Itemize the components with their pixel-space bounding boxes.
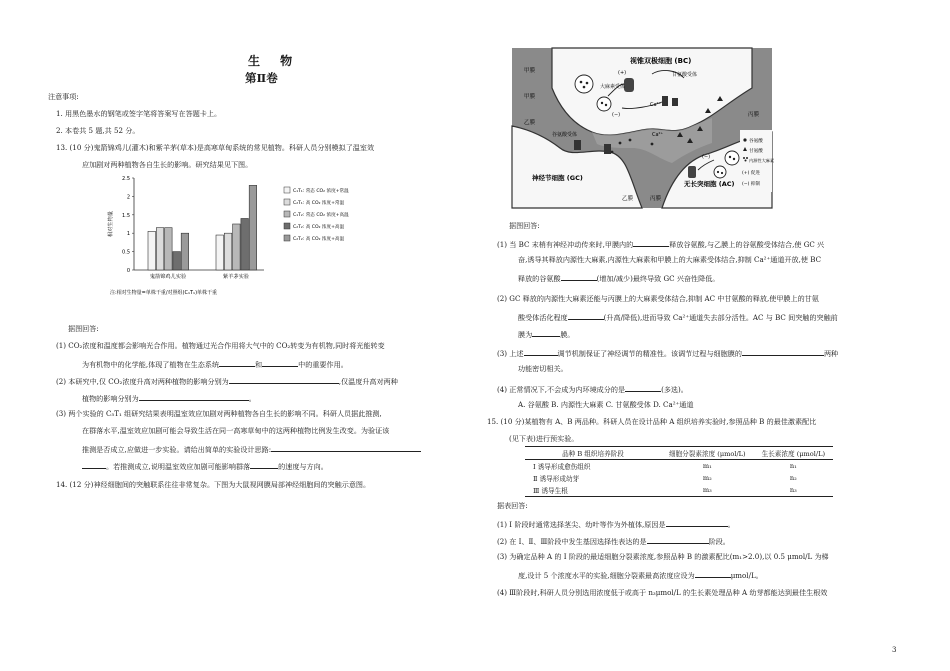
svg-text:大麻素受体: 大麻素受体 (600, 84, 626, 90)
note-item-2: 2. 本卷共 5 题,共 52 分。 (56, 126, 140, 135)
svg-text:丙膜: 丙膜 (748, 112, 760, 118)
q14-s3b: 功能密切相关。 (518, 364, 568, 373)
legend-label: C₂T₂: 高 CO₂ 浓度+高温 (293, 237, 345, 242)
answer-blank[interactable] (625, 383, 661, 392)
legend-item: (−) 抑制 (742, 182, 761, 187)
legend-label: C₁T₂: 常态 CO₂ 浓度+高温 (293, 213, 349, 218)
hormone-table (525, 446, 833, 497)
legend-swatch (284, 199, 290, 205)
svg-text:乙膜: 乙膜 (622, 196, 634, 202)
q14-s1a: (1) 当 BC 末梢有神经冲动传来时,甲膜内的 释放谷氨酸,与乙膜上的谷氨酸受体结合,使 GC 兴 (497, 240, 825, 249)
bar (224, 233, 232, 270)
answer-blank[interactable] (139, 392, 249, 401)
y-tick-label: 2 (126, 194, 130, 201)
q13-s1b: 为有机物中的化学能,体现了植物在生态系统 和 中的重要作用。 (82, 360, 348, 369)
q14-s4: (4) 正常情况下,不会成为内环境成分的是 (多选)。 (497, 385, 688, 394)
legend-item: 甘氨酸 (749, 149, 763, 154)
x-tick-label: 鬼箭锦鸡儿实验 (149, 274, 187, 280)
page-title: 生 物 (248, 54, 301, 68)
answer-blank[interactable] (229, 375, 339, 384)
bar (156, 228, 164, 270)
table-row: Ⅰ 诱导形成愈伤组织 m₁ n₁ (533, 462, 797, 471)
q15-line1: 15. (10 分)某植物有 A、B 两品种。科研人员在设计品种 A 组织培养实验时,参照品种 B 的最佳激素配比 (487, 417, 817, 426)
bar (165, 228, 173, 270)
synapse-diagram (512, 48, 775, 208)
bar (233, 224, 241, 270)
svg-text:(−): (−) (702, 154, 711, 160)
bar (216, 235, 224, 270)
answer-blank[interactable] (219, 358, 255, 367)
y-tick-label: 0 (126, 268, 130, 274)
answer-blank[interactable] (532, 328, 560, 337)
answer-blank[interactable] (666, 518, 728, 527)
answer-blank[interactable] (561, 272, 597, 281)
legend-swatch (284, 235, 290, 241)
notes-heading: 注意事项: (48, 92, 79, 101)
q13-read: 据图回答: (68, 324, 99, 333)
bar (241, 218, 249, 270)
bar (181, 233, 189, 270)
q14-s1c: 释放的谷氨酸 (增加/减少)最终导致 GC 兴奋性降低。 (518, 274, 720, 283)
table-row: Ⅲ 诱导生根 m₃ n₃ (525, 484, 833, 497)
legend-item: (+) 促进 (742, 171, 761, 176)
bar (148, 231, 156, 270)
answer-blank[interactable] (647, 535, 709, 544)
answer-blank[interactable] (633, 238, 669, 247)
q13-s3a: (3) 两个实验的 C₅T₁ 组研究结果表明温室效应加剧对两种植物各自生长的影响不同。科研人员据此推测, (56, 409, 382, 418)
svg-text:无长突细胞 (AC): 无长突细胞 (AC) (684, 180, 735, 188)
answer-blank[interactable] (524, 347, 558, 356)
svg-text:乙膜: 乙膜 (524, 120, 536, 126)
q15-s1: (1) Ⅰ 阶段时通常选择茎尖、幼叶等作为外植体,原因是 。 (497, 520, 735, 529)
table-header: 细胞分裂素浓度 (μmol/L) (661, 447, 754, 460)
q13-s3b: 在群落水平,温室效应加剧可能会导致生活在同一高寒草甸中的这两种植物比例发生改变。为验证该 (82, 426, 390, 435)
q15-s4: (4) Ⅲ阶段时,科研人员分别选用浓度低于或高于 n₃μmol/L 的生长素处理品种 A 幼芽都能达到最佳生根效 (497, 588, 828, 597)
q14-s2c: 膜为 膜。 (518, 330, 575, 339)
y-tick-label: 2.5 (122, 176, 130, 182)
svg-text:丙膜: 丙膜 (650, 196, 662, 202)
q13-s1a: (1) CO₂浓度和温度都会影响光合作用。植物通过光合作用将大气中的 CO₂转变为有机物,同时将光能转变 (56, 341, 385, 350)
x-tick-label: 紫羊茅实验 (223, 274, 249, 280)
q15-line2: (见下表)进行预实验。 (509, 434, 579, 443)
table-row: Ⅱ 诱导形成幼芽 m₂ n₂ (533, 474, 797, 483)
bar (173, 252, 181, 270)
svg-text:甘氨酸受体: 甘氨酸受体 (672, 72, 698, 78)
svg-text:(+): (+) (618, 70, 627, 76)
q13-s2a: (2) 本研究中,仅 CO₂浓度升高对两种植物的影响分别为 ,仅温度升高对两种 (56, 377, 398, 386)
y-tick-label: 1.5 (122, 212, 130, 219)
legend-swatch (284, 211, 290, 217)
legend-label: C₂T₂: 高 CO₂ 浓度+高温 (293, 225, 345, 230)
answer-blank[interactable] (695, 569, 731, 578)
q14-s3a: (3) 上述 调节机制保证了神经调节的精准性。该调节过程与细胞膜的 两种 (497, 349, 839, 358)
legend-swatch (284, 187, 290, 193)
diagram-title: 视锥双极细胞 (BC) (630, 57, 692, 65)
chart-note: 注:相对生物量=单株干重/对照组(C₁T₁)单株干重 (110, 290, 218, 296)
q13-s3c: 推测是否成立,应做进一步实验。请给出简单的实验设计思路: (82, 443, 421, 454)
answer-blank[interactable] (271, 443, 421, 452)
answer-blank[interactable] (568, 311, 604, 320)
q13-s3d: 。若推测成立,说明温室效应加剧可能影响群落 的速度与方向。 (82, 460, 328, 471)
table-header: 品种 B 组织培养阶段 (525, 447, 661, 460)
svg-text:甲膜: 甲膜 (524, 94, 536, 100)
legend-item: 谷氨酸 (749, 139, 763, 144)
answer-blank[interactable] (742, 347, 824, 356)
y-axis-label: 相对生物量 (108, 211, 114, 237)
q14-options: A. 谷氨酸 B. 内源性大麻素 C. 甘氨酸受体 D. Ca²⁺通道 (518, 400, 694, 409)
q14-s2b: 酸受体活化程度 (升高/降低),进而导致 Ca²⁺通道失去部分活性。AC 与 BC 间突触的突触前 (518, 313, 838, 322)
q13-line2: 应加剧对两种植物各自生长的影响。研究结果见下图。 (82, 160, 253, 169)
q15-s3b: 度,设计 5 个浓度水平的实验,细胞分裂素最高浓度应设为 μmol/L。 (518, 571, 763, 580)
biomass-bar-chart (100, 172, 349, 302)
answer-blank[interactable] (262, 358, 298, 367)
answer-blank[interactable] (82, 460, 106, 469)
svg-text:(−): (−) (612, 112, 621, 118)
q14-s1b: 奋,诱导其释放内源性大麻素,内源性大麻素和甲膜上的大麻素受体结合,抑制 Ca²⁺通道开放,使 BC (518, 255, 822, 264)
svg-text:甲膜: 甲膜 (524, 68, 536, 74)
table-header: 生长素浓度 (μmol/L) (754, 447, 833, 460)
legend-swatch (284, 223, 290, 229)
q14-line1: 14. (12 分)神经细胞间的突触联系往往非常复杂。下图为大鼠视网膜局部神经细胞间的突触示意图。 (56, 480, 371, 489)
page-subtitle: 第Ⅱ卷 (245, 71, 278, 85)
q14-s2a: (2) GC 释放的内源性大麻素还能与丙膜上的大麻素受体结合,抑制 AC 中甘氨酸的释放,使甲膜上的甘氨 (497, 294, 819, 303)
svg-text:谷氨酸受体: 谷氨酸受体 (552, 132, 578, 138)
legend-item: 内源性大麻素 (749, 158, 775, 163)
legend-label: C₂T₁: 高 CO₂ 浓度+常温 (293, 201, 345, 206)
q14-read: 据图回答: (509, 221, 540, 230)
svg-text:神经节细胞 (GC): 神经节细胞 (GC) (532, 174, 583, 182)
bar (249, 185, 257, 270)
q15-s3a: (3) 为确定品种 A 的 Ⅰ 阶段的最适细胞分裂素浓度,参照品种 B 的激素配比(m₁>2.0),以 0.5 μmol/L 为梯 (497, 552, 829, 561)
svg-text:Ca²⁺: Ca²⁺ (650, 102, 662, 108)
note-item-1: 1. 用黑色墨水的钢笔或签字笔将答案写在答题卡上。 (56, 109, 222, 118)
q15-s2: (2) 在 Ⅰ、Ⅱ、Ⅲ阶段中发生基因选择性表达的是 阶段。 (497, 537, 730, 546)
page-number: 3 (892, 646, 897, 654)
q13-s2b: 植物的影响分别为 。 (82, 394, 256, 403)
y-tick-label: 1 (126, 231, 130, 238)
q13-line1: 13. (10 分)鬼箭锦鸡儿(灌木)和紫羊茅(草本)是高寒草甸系统的常见植物。科研人员分别模拟了温室效 (56, 143, 375, 152)
answer-blank[interactable] (250, 460, 278, 469)
legend-label: C₁T₁: 常态 CO₂ 浓度+常温 (293, 189, 349, 194)
y-tick-label: 0.5 (122, 249, 130, 256)
svg-text:Ca²⁺: Ca²⁺ (652, 132, 664, 138)
q15-read: 据表回答: (497, 501, 528, 510)
